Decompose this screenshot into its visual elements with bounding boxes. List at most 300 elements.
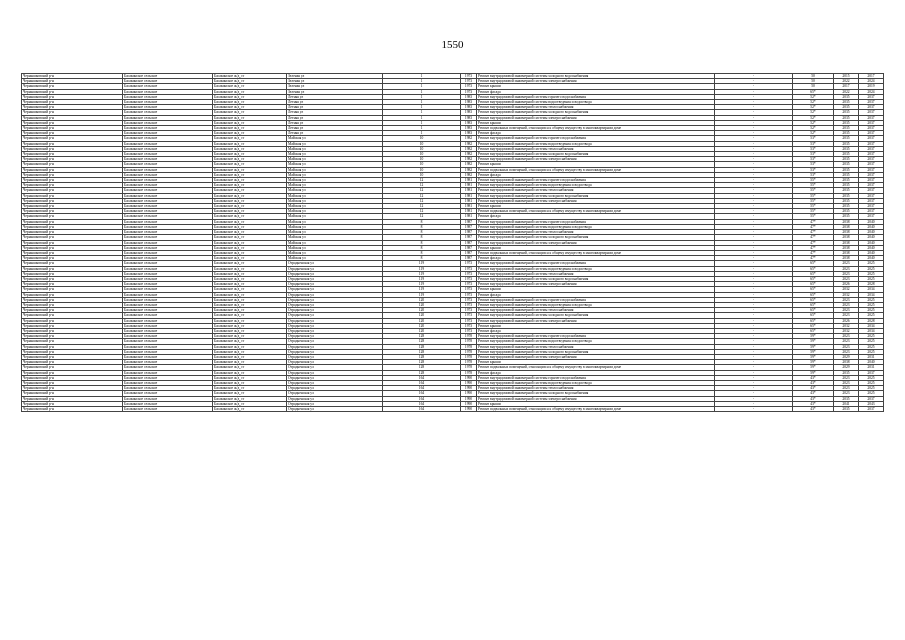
street-cell: Майская ул <box>287 209 383 214</box>
start-year-cell: 2035 <box>834 214 859 219</box>
dash-cell: - <box>715 266 793 271</box>
start-year-cell: 2032 <box>834 328 859 333</box>
wear-cell: 52* <box>793 110 834 115</box>
work-type-cell: Ремонт внутридомовой инженерной системы холодного водоснабжения <box>477 276 715 281</box>
settlement-cell: Басакинское сельское <box>123 360 213 365</box>
settlement-cell: Басакинское сельское <box>123 354 213 359</box>
district-cell: Чернышковский р-н <box>22 266 123 271</box>
end-year-cell: 2037 <box>859 115 884 120</box>
district-cell: Чернышковский р-н <box>22 407 123 412</box>
street-cell: Отрадненская ул <box>287 396 383 401</box>
locality-cell: Басакинское ж/д_ст <box>213 250 287 255</box>
start-year-cell: 2023 <box>834 276 859 281</box>
dash-cell: - <box>715 386 793 391</box>
wear-cell: 65* <box>793 318 834 323</box>
house-number-cell: 164 <box>383 401 461 406</box>
work-type-cell: Ремонт внутридомовой инженерной системы водоотведения и водоотвода <box>477 380 715 385</box>
house-number-cell: 1 <box>383 84 461 89</box>
work-type-cell: Ремонт внутридомовой инженерной системы электроснабжения <box>477 157 715 162</box>
start-year-cell: 2023 <box>834 266 859 271</box>
wear-cell: 65* <box>793 261 834 266</box>
work-type-cell: Ремонт внутридомовой инженерной системы электроснабжения <box>477 115 715 120</box>
locality-cell: Басакинское ж/д_ст <box>213 365 287 370</box>
start-year-cell: 2038 <box>834 256 859 261</box>
locality-cell: Басакинское ж/д_ст <box>213 256 287 261</box>
year-cell: 1978 <box>461 344 477 349</box>
locality-cell: Басакинское ж/д_ст <box>213 131 287 136</box>
street-cell: Отрадненская ул <box>287 391 383 396</box>
work-type-cell: Ремонт внутридомовой инженерной системы водоотведения и водоотвода <box>477 339 715 344</box>
district-cell: Чернышковский р-н <box>22 386 123 391</box>
street-cell: Летняя ул <box>287 94 383 99</box>
house-number-cell: 1 <box>383 79 461 84</box>
wear-cell: 47* <box>793 235 834 240</box>
year-cell: 1990 <box>461 401 477 406</box>
work-type-cell: Ремонт подвальных помещений, относящихся к общему имуществу в многоквартирном доме <box>477 407 715 412</box>
district-cell: Чернышковский р-н <box>22 365 123 370</box>
district-cell: Чернышковский р-н <box>22 152 123 157</box>
district-cell: Чернышковский р-н <box>22 94 123 99</box>
locality-cell: Басакинское ж/д_ст <box>213 302 287 307</box>
wear-cell: 55* <box>793 204 834 209</box>
wear-cell: 59* <box>793 339 834 344</box>
house-number-cell: 8 <box>383 240 461 245</box>
house-number-cell: 12 <box>383 193 461 198</box>
street-cell: Летняя ул <box>287 131 383 136</box>
work-type-cell: Ремонт крыши <box>477 287 715 292</box>
settlement-cell: Басакинское сельское <box>123 188 213 193</box>
street-cell: Майская ул <box>287 224 383 229</box>
start-year-cell: 2035 <box>834 172 859 177</box>
dash-cell: - <box>715 250 793 255</box>
settlement-cell: Басакинское сельское <box>123 131 213 136</box>
wear-cell: 52* <box>793 126 834 131</box>
settlement-cell: Басакинское сельское <box>123 266 213 271</box>
work-type-cell: Ремонт подвальных помещений, относящихся к общему имуществу в многоквартирном доме <box>477 250 715 255</box>
district-cell: Чернышковский р-н <box>22 339 123 344</box>
dash-cell: - <box>715 100 793 105</box>
work-type-cell: Ремонт крыши <box>477 120 715 125</box>
settlement-cell: Басакинское сельское <box>123 328 213 333</box>
start-year-cell: 2035 <box>834 110 859 115</box>
start-year-cell: 2023 <box>834 297 859 302</box>
wear-cell: 53* <box>793 172 834 177</box>
district-cell: Чернышковский р-н <box>22 313 123 318</box>
house-number-cell: 119 <box>383 282 461 287</box>
locality-cell: Басакинское ж/д_ст <box>213 297 287 302</box>
house-number-cell: 164 <box>383 391 461 396</box>
dash-cell: - <box>715 131 793 136</box>
work-type-cell: Ремонт подвальных помещений, относящихся к общему имуществу в многоквартирном доме <box>477 167 715 172</box>
district-cell: Чернышковский р-н <box>22 214 123 219</box>
work-type-cell: Ремонт внутридомовой инженерной системы горячего водоснабжения <box>477 94 715 99</box>
house-number-cell: 1 <box>383 115 461 120</box>
street-cell: Отрадненская ул <box>287 261 383 266</box>
work-type-cell: Ремонт внутридомовой инженерной системы горячего водоснабжения <box>477 261 715 266</box>
start-year-cell: 2041 <box>834 401 859 406</box>
district-cell: Чернышковский р-н <box>22 209 123 214</box>
locality-cell: Басакинское ж/д_ст <box>213 167 287 172</box>
settlement-cell: Басакинское сельское <box>123 271 213 276</box>
start-year-cell: 2023 <box>834 349 859 354</box>
work-type-cell: Ремонт внутридомовой инженерной системы водоотведения и водоотвода <box>477 302 715 307</box>
district-cell: Чернышковский р-н <box>22 74 123 79</box>
locality-cell: Басакинское ж/д_ст <box>213 328 287 333</box>
settlement-cell: Басакинское сельское <box>123 74 213 79</box>
end-year-cell: 2037 <box>859 370 884 375</box>
dash-cell: - <box>715 89 793 94</box>
start-year-cell: 2023 <box>834 344 859 349</box>
district-cell: Чернышковский р-н <box>22 323 123 328</box>
street-cell: Отрадненская ул <box>287 276 383 281</box>
dash-cell: - <box>715 339 793 344</box>
district-cell: Чернышковский р-н <box>22 271 123 276</box>
year-cell: 1983 <box>461 120 477 125</box>
settlement-cell: Басакинское сельское <box>123 115 213 120</box>
street-cell: Майская ул <box>287 172 383 177</box>
end-year-cell: 2037 <box>859 167 884 172</box>
start-year-cell: 2035 <box>834 94 859 99</box>
house-number-cell: 120 <box>383 328 461 333</box>
end-year-cell: 2037 <box>859 172 884 177</box>
table-row <box>22 407 884 412</box>
house-number-cell: 8 <box>383 245 461 250</box>
year-cell: 1973 <box>461 266 477 271</box>
house-number-cell: 12 <box>383 178 461 183</box>
settlement-cell: Басакинское сельское <box>123 193 213 198</box>
work-type-cell: Ремонт внутридомовой инженерной системы электроснабжения <box>477 79 715 84</box>
street-cell: Майская ул <box>287 214 383 219</box>
district-cell: Чернышковский р-н <box>22 302 123 307</box>
settlement-cell: Басакинское сельское <box>123 204 213 209</box>
year-cell: 1981 <box>461 188 477 193</box>
district-cell: Чернышковский р-н <box>22 136 123 141</box>
house-number-cell: 12 <box>383 209 461 214</box>
street-cell: Отрадненская ул <box>287 370 383 375</box>
house-number-cell: 128 <box>383 349 461 354</box>
end-year-cell: 2025 <box>859 339 884 344</box>
year-cell: 1973 <box>461 276 477 281</box>
dash-cell: - <box>715 391 793 396</box>
work-type-cell: Ремонт внутридомовой инженерной системы горячего водоснабжения <box>477 136 715 141</box>
dash-cell: - <box>715 214 793 219</box>
house-number-cell: 8 <box>383 256 461 261</box>
district-cell: Чернышковский р-н <box>22 250 123 255</box>
start-year-cell: 2035 <box>834 167 859 172</box>
end-year-cell: 2040 <box>859 235 884 240</box>
table-body <box>22 74 884 412</box>
house-number-cell: 8 <box>383 219 461 224</box>
street-cell: Отрадненская ул <box>287 292 383 297</box>
wear-cell: 55* <box>793 183 834 188</box>
settlement-cell: Басакинское сельское <box>123 256 213 261</box>
district-cell: Чернышковский р-н <box>22 198 123 203</box>
dash-cell: - <box>715 94 793 99</box>
locality-cell: Басакинское ж/д_ст <box>213 84 287 89</box>
work-type-cell: Ремонт внутридомовой инженерной системы водоотведения и водоотвода <box>477 141 715 146</box>
wear-cell: 52* <box>793 105 834 110</box>
year-cell: 1978 <box>461 349 477 354</box>
settlement-cell: Басакинское сельское <box>123 323 213 328</box>
start-year-cell: 2023 <box>834 380 859 385</box>
work-type-cell: Ремонт внутридомовой инженерной системы теплоснабжения <box>477 386 715 391</box>
end-year-cell: 2025 <box>859 344 884 349</box>
district-cell: Чернышковский р-н <box>22 188 123 193</box>
year-cell: 1981 <box>461 209 477 214</box>
year-cell: 1973 <box>461 323 477 328</box>
settlement-cell: Басакинское сельское <box>123 146 213 151</box>
district-cell: Чернышковский р-н <box>22 245 123 250</box>
street-cell: Майская ул <box>287 178 383 183</box>
work-type-cell: Ремонт крыши <box>477 323 715 328</box>
locality-cell: Басакинское ж/д_ст <box>213 266 287 271</box>
house-number-cell: 164 <box>383 375 461 380</box>
year-cell: 1978 <box>461 339 477 344</box>
locality-cell: Басакинское ж/д_ст <box>213 224 287 229</box>
wear-cell: 65* <box>793 302 834 307</box>
dash-cell: - <box>715 318 793 323</box>
wear-cell: 55* <box>793 198 834 203</box>
wear-cell: 50 <box>793 74 834 79</box>
end-year-cell: 2034 <box>859 292 884 297</box>
work-type-cell: Ремонт внутридомовой инженерной системы холодного водоснабжения <box>477 110 715 115</box>
street-cell: Отрадненская ул <box>287 349 383 354</box>
dash-cell: - <box>715 328 793 333</box>
wear-cell: 53* <box>793 136 834 141</box>
wear-cell: 47* <box>793 250 834 255</box>
locality-cell: Басакинское ж/д_ст <box>213 162 287 167</box>
end-year-cell: 2028 <box>859 282 884 287</box>
district-cell: Чернышковский р-н <box>22 370 123 375</box>
dash-cell: - <box>715 198 793 203</box>
district-cell: Чернышковский р-н <box>22 204 123 209</box>
district-cell: Чернышковский р-н <box>22 146 123 151</box>
district-cell: Чернышковский р-н <box>22 110 123 115</box>
street-cell: Майская ул <box>287 245 383 250</box>
district-cell: Чернышковский р-н <box>22 230 123 235</box>
settlement-cell: Басакинское сельское <box>123 198 213 203</box>
work-type-cell: Ремонт крыши <box>477 162 715 167</box>
wear-cell: 65* <box>793 308 834 313</box>
year-cell: 1987 <box>461 240 477 245</box>
end-year-cell: 2037 <box>859 152 884 157</box>
end-year-cell: 2040 <box>859 230 884 235</box>
year-cell: 1981 <box>461 178 477 183</box>
locality-cell: Басакинское ж/д_ст <box>213 391 287 396</box>
end-year-cell: 2034 <box>859 287 884 292</box>
dash-cell: - <box>715 365 793 370</box>
district-cell: Чернышковский р-н <box>22 261 123 266</box>
street-cell: Отрадненская ул <box>287 375 383 380</box>
house-number-cell: 1 <box>383 110 461 115</box>
dash-cell: - <box>715 261 793 266</box>
street-cell: Летняя ул <box>287 120 383 125</box>
district-cell: Чернышковский р-н <box>22 292 123 297</box>
house-number-cell: 8 <box>383 250 461 255</box>
locality-cell: Басакинское ж/д_ст <box>213 141 287 146</box>
settlement-cell: Басакинское сельское <box>123 120 213 125</box>
dash-cell: - <box>715 136 793 141</box>
start-year-cell: 2032 <box>834 323 859 328</box>
house-number-cell: 128 <box>383 344 461 349</box>
wear-cell: 65* <box>793 297 834 302</box>
locality-cell: Басакинское ж/д_ст <box>213 115 287 120</box>
street-cell: Отрадненская ул <box>287 297 383 302</box>
start-year-cell: 2035 <box>834 152 859 157</box>
dash-cell: - <box>715 344 793 349</box>
street-cell: Отрадненская ул <box>287 386 383 391</box>
settlement-cell: Басакинское сельское <box>123 282 213 287</box>
settlement-cell: Басакинское сельское <box>123 245 213 250</box>
year-cell: 1983 <box>461 100 477 105</box>
start-year-cell: 2023 <box>834 334 859 339</box>
street-cell: Летняя ул <box>287 105 383 110</box>
dash-cell: - <box>715 162 793 167</box>
house-number-cell: 10 <box>383 136 461 141</box>
end-year-cell: 2034 <box>859 328 884 333</box>
district-cell: Чернышковский р-н <box>22 380 123 385</box>
street-cell: Майская ул <box>287 240 383 245</box>
district-cell: Чернышковский р-н <box>22 105 123 110</box>
work-type-cell: Ремонт подвальных помещений, относящихся к общему имуществу в многоквартирном доме <box>477 209 715 214</box>
wear-cell: 59* <box>793 349 834 354</box>
start-year-cell: 2023 <box>834 375 859 380</box>
year-cell: 1973 <box>461 328 477 333</box>
street-cell: Майская ул <box>287 183 383 188</box>
settlement-cell: Басакинское сельское <box>123 386 213 391</box>
year-cell: 1978 <box>461 334 477 339</box>
start-year-cell: 2035 <box>834 162 859 167</box>
settlement-cell: Басакинское сельское <box>123 209 213 214</box>
year-cell: 1990 <box>461 391 477 396</box>
year-cell: 1982 <box>461 167 477 172</box>
dash-cell: - <box>715 354 793 359</box>
end-year-cell: 2037 <box>859 157 884 162</box>
end-year-cell: 2025 <box>859 271 884 276</box>
wear-cell: 47* <box>793 219 834 224</box>
locality-cell: Басакинское ж/д_ст <box>213 193 287 198</box>
settlement-cell: Басакинское сельское <box>123 344 213 349</box>
year-cell: 1982 <box>461 172 477 177</box>
start-year-cell: 2023 <box>834 339 859 344</box>
district-cell: Чернышковский р-н <box>22 172 123 177</box>
start-year-cell: 2035 <box>834 141 859 146</box>
district-cell: Чернышковский р-н <box>22 120 123 125</box>
work-type-cell: Ремонт фасада <box>477 89 715 94</box>
district-cell: Чернышковский р-н <box>22 84 123 89</box>
locality-cell: Басакинское ж/д_ст <box>213 292 287 297</box>
dash-cell: - <box>715 401 793 406</box>
year-cell: 1981 <box>461 183 477 188</box>
year-cell: 1973 <box>461 287 477 292</box>
end-year-cell: 2024 <box>859 79 884 84</box>
start-year-cell: 2035 <box>834 131 859 136</box>
work-type-cell: Ремонт фасада <box>477 214 715 219</box>
street-cell: Отрадненская ул <box>287 401 383 406</box>
locality-cell: Басакинское ж/д_ст <box>213 152 287 157</box>
end-year-cell: 2040 <box>859 245 884 250</box>
settlement-cell: Басакинское сельское <box>123 79 213 84</box>
work-type-cell: Ремонт внутридомовой инженерной системы водоотведения и водоотвода <box>477 183 715 188</box>
wear-cell: 59* <box>793 365 834 370</box>
end-year-cell: 2037 <box>859 214 884 219</box>
year-cell: 1973 <box>461 297 477 302</box>
start-year-cell: 2035 <box>834 146 859 151</box>
house-number-cell: 10 <box>383 167 461 172</box>
end-year-cell: 2025 <box>859 266 884 271</box>
street-cell: Отрадненская ул <box>287 380 383 385</box>
house-number-cell: 10 <box>383 172 461 177</box>
start-year-cell: 2022 <box>834 79 859 84</box>
house-number-cell: 120 <box>383 308 461 313</box>
dash-cell: - <box>715 219 793 224</box>
end-year-cell: 2037 <box>859 141 884 146</box>
end-year-cell: 2024 <box>859 89 884 94</box>
district-cell: Чернышковский р-н <box>22 334 123 339</box>
work-type-cell: Ремонт внутридомовой инженерной системы холодного водоснабжения <box>477 349 715 354</box>
wear-cell: 59* <box>793 354 834 359</box>
settlement-cell: Басакинское сельское <box>123 94 213 99</box>
settlement-cell: Басакинское сельское <box>123 391 213 396</box>
street-cell: Майская ул <box>287 204 383 209</box>
end-year-cell: 2037 <box>859 162 884 167</box>
district-cell: Чернышковский р-н <box>22 183 123 188</box>
start-year-cell: 2026 <box>834 318 859 323</box>
street-cell: Отрадненская ул <box>287 354 383 359</box>
wear-cell: 50 <box>793 79 834 84</box>
work-type-cell: Ремонт крыши <box>477 401 715 406</box>
end-year-cell: 2037 <box>859 131 884 136</box>
end-year-cell: 2040 <box>859 256 884 261</box>
work-type-cell: Ремонт внутридомовой инженерной системы теплоснабжения <box>477 146 715 151</box>
dash-cell: - <box>715 370 793 375</box>
dash-cell: - <box>715 313 793 318</box>
district-cell: Чернышковский р-н <box>22 193 123 198</box>
house-number-cell: 128 <box>383 339 461 344</box>
work-type-cell: Ремонт фасада <box>477 131 715 136</box>
start-year-cell: 2038 <box>834 219 859 224</box>
dash-cell: - <box>715 287 793 292</box>
end-year-cell: 2025 <box>859 334 884 339</box>
start-year-cell: 2032 <box>834 292 859 297</box>
start-year-cell: 2029 <box>834 365 859 370</box>
work-type-cell: Ремонт внутридомовой инженерной системы электроснабжения <box>477 198 715 203</box>
street-cell: Отрадненская ул <box>287 318 383 323</box>
start-year-cell: 2035 <box>834 120 859 125</box>
settlement-cell: Басакинское сельское <box>123 105 213 110</box>
house-number-cell: 119 <box>383 271 461 276</box>
locality-cell: Басакинское ж/д_ст <box>213 318 287 323</box>
end-year-cell: 2037 <box>859 136 884 141</box>
work-type-cell: Ремонт внутридомовой инженерной системы электроснабжения <box>477 354 715 359</box>
district-cell: Чернышковский р-н <box>22 391 123 396</box>
locality-cell: Басакинское ж/д_ст <box>213 198 287 203</box>
year-cell: 1978 <box>461 370 477 375</box>
locality-cell: Басакинское ж/д_ст <box>213 235 287 240</box>
locality-cell: Басакинское ж/д_ст <box>213 100 287 105</box>
dash-cell: - <box>715 141 793 146</box>
settlement-cell: Басакинское сельское <box>123 308 213 313</box>
wear-cell: 50 <box>793 84 834 89</box>
end-year-cell: 2031 <box>859 354 884 359</box>
year-cell: 1973 <box>461 84 477 89</box>
settlement-cell: Басакинское сельское <box>123 370 213 375</box>
house-number-cell: 128 <box>383 370 461 375</box>
locality-cell: Басакинское ж/д_ст <box>213 370 287 375</box>
district-cell: Чернышковский р-н <box>22 157 123 162</box>
year-cell: 1983 <box>461 126 477 131</box>
district-cell: Чернышковский р-н <box>22 219 123 224</box>
